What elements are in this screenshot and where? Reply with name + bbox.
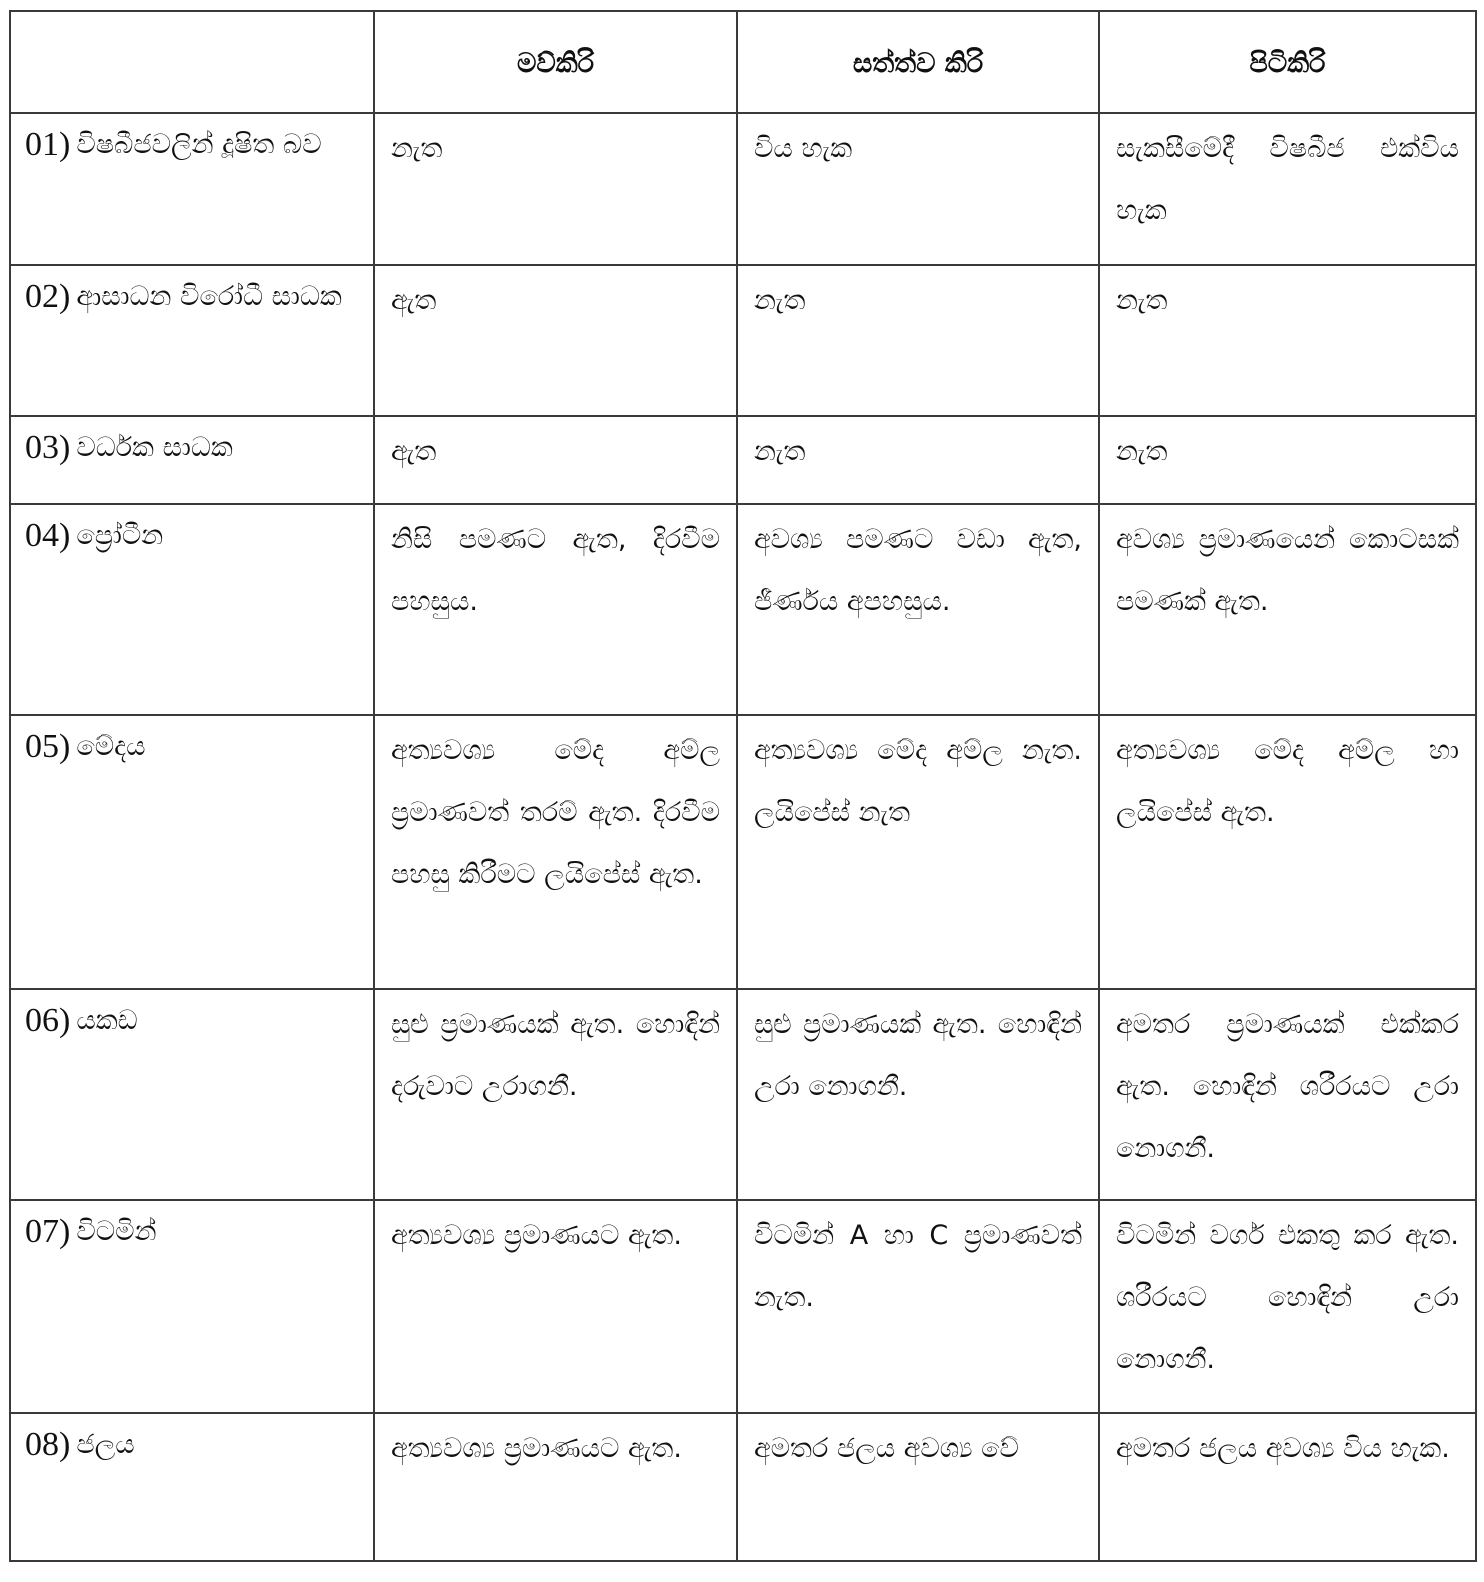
table-row (10, 1200, 1476, 1413)
cell-text: අත්‍යවශ්‍ය ප්‍රමාණයට ඇත. (391, 1220, 682, 1251)
powdered-milk-cell (1099, 504, 1476, 715)
row-label: ප්‍රෝටීන (76, 520, 164, 551)
row-label-cell (10, 265, 374, 416)
cell-text: නැත (1116, 436, 1168, 467)
cell-text: නැත (754, 285, 806, 316)
mothers-milk-cell (374, 715, 737, 989)
cell-text: අත්‍යවශ්‍ය මේද අම්ල නැත. ලයිපේස් නැත (754, 735, 1082, 828)
table-row (10, 715, 1476, 989)
powdered-milk-cell (1099, 1200, 1476, 1413)
row-label: විටමින් (76, 1216, 157, 1247)
header-corner-cell (10, 11, 374, 113)
cell-text: අත්‍යවශ්‍ය මේද අම්ල හා ලයිපේස් ඇත. (1116, 735, 1459, 828)
mothers-milk-cell (374, 989, 737, 1200)
cell-text: විටමින් A හා C ප්‍රමාණවත් නැත. (754, 1220, 1082, 1313)
powdered-milk-cell (1099, 265, 1476, 416)
table-row (10, 1413, 1476, 1561)
animal-milk-cell (737, 989, 1099, 1200)
row-label: ජලය (76, 1429, 135, 1460)
cell-text: විය හැක (754, 133, 853, 164)
cell-text: අත්‍යවශ්‍ය මේද අම්ල ප්‍රමාණවත් තරම් ඇත. දිරවීම පහසු කිරීමට ලයිපේස් ඇත. (391, 735, 720, 890)
row-label: යකඩ (76, 1005, 138, 1036)
mothers-milk-cell (374, 265, 737, 416)
row-label: වර්ධක සාධක (76, 432, 233, 463)
cell-text: නැත (754, 436, 806, 467)
row-number: 05) (25, 728, 71, 765)
cell-text: අමතර ජලය අවශ්‍ය විය හැක. (1116, 1433, 1450, 1464)
animal-milk-cell (737, 1413, 1099, 1561)
mothers-milk-cell (374, 113, 737, 265)
table-row (10, 416, 1476, 504)
animal-milk-cell (737, 1200, 1099, 1413)
row-label-cell (10, 715, 374, 989)
powdered-milk-cell (1099, 416, 1476, 504)
cell-text: අමතර ජලය අවශ්‍ය වේ (754, 1433, 1019, 1464)
animal-milk-cell (737, 715, 1099, 989)
row-label: මේදය (76, 731, 146, 762)
row-label-cell (10, 989, 374, 1200)
table-row (10, 113, 1476, 265)
row-number: 03) (25, 429, 71, 466)
cell-text: අවශ්‍ය ප්‍රමාණයෙන් කොටසක් පමණක් ඇත. (1116, 524, 1459, 617)
animal-milk-cell (737, 416, 1099, 504)
cell-text: නැත (1116, 285, 1168, 316)
cell-text: සැකසීමේදී විෂබීජ එක්විය හැක (1116, 133, 1459, 226)
mothers-milk-cell (374, 1413, 737, 1561)
animal-milk-cell (737, 113, 1099, 265)
row-number: 02) (25, 278, 71, 315)
cell-text: අවශ්‍ය පමණට වඩා ඇත, ජීර්ණය අපහසුය. (754, 524, 1082, 617)
cell-text: සුළු ප්‍රමාණයක් ඇත. හොඳින් දරුවාට උරාගනී. (391, 1009, 720, 1102)
powdered-milk-cell (1099, 1413, 1476, 1561)
cell-text: ඇත (391, 436, 437, 467)
table-row (10, 265, 1476, 416)
table-row (10, 504, 1476, 715)
cell-text: විටමින් වර්ග එකතු කර ඇත. ශරීරයට හොඳින් උරා නොගනී. (1116, 1220, 1459, 1375)
cell-text: ඇත (391, 285, 437, 316)
mothers-milk-cell (374, 504, 737, 715)
table-row (10, 989, 1476, 1200)
cell-text: අත්‍යවශ්‍ය ප්‍රමාණයට ඇත. (391, 1433, 682, 1464)
animal-milk-cell (737, 265, 1099, 416)
milk-comparison-table (9, 10, 1477, 1562)
row-label: විෂබීජවලින් දූෂිත බව (76, 129, 322, 160)
row-label-cell (10, 1413, 374, 1561)
row-label-cell (10, 504, 374, 715)
powdered-milk-cell (1099, 715, 1476, 989)
row-number: 06) (25, 1002, 71, 1039)
row-label-cell (10, 416, 374, 504)
cell-text: නැත (391, 133, 443, 164)
row-number: 08) (25, 1426, 71, 1463)
header-animal-milk: සත්ත්ව කිරි (737, 11, 1099, 113)
table-header-row (10, 11, 1476, 113)
cell-text: අමතර ප්‍රමාණයක් එක්කර ඇත. හොඳින් ශරීරයට උරා නොගනී. (1116, 1009, 1459, 1164)
animal-milk-cell (737, 504, 1099, 715)
powdered-milk-cell (1099, 989, 1476, 1200)
header-powdered-milk: පිටිකිරි (1099, 11, 1476, 113)
mothers-milk-cell (374, 416, 737, 504)
row-label-cell (10, 113, 374, 265)
mothers-milk-cell (374, 1200, 737, 1413)
row-number: 07) (25, 1213, 71, 1250)
row-number: 04) (25, 517, 71, 554)
cell-text: සුළු ප්‍රමාණයක් ඇත. හොඳින් උරා නොගනී. (754, 1009, 1082, 1102)
row-number: 01) (25, 126, 71, 163)
row-label: ආසාධන විරෝධී සාධක (76, 281, 342, 312)
header-mothers-milk: මව්කිරි (374, 11, 737, 113)
cell-text: නිසි පමණට ඇත, දිරවීම පහසුය. (391, 524, 720, 617)
powdered-milk-cell (1099, 113, 1476, 265)
row-label-cell (10, 1200, 374, 1413)
